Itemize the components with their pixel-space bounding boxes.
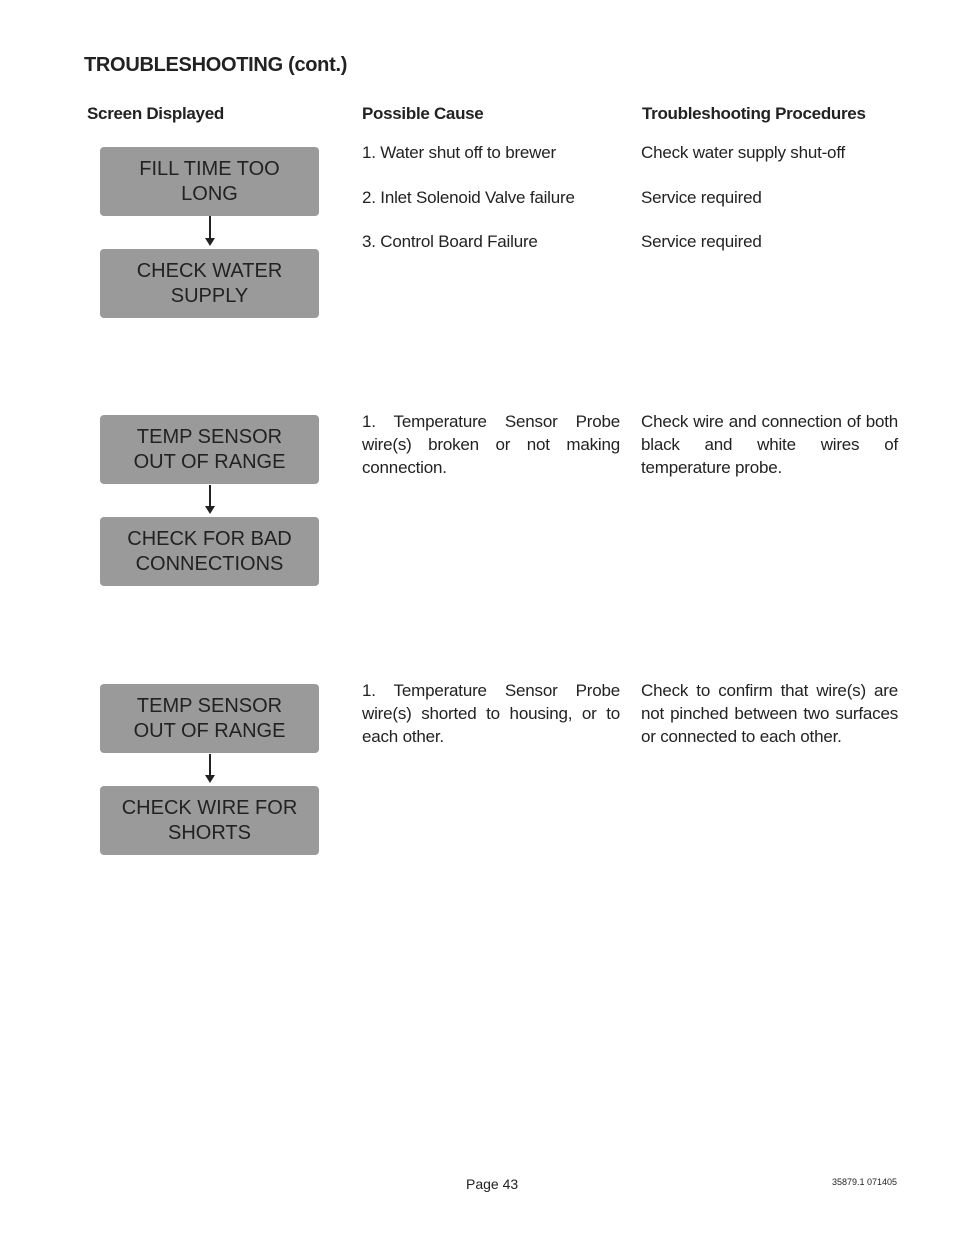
- down-arrow-icon: [209, 485, 211, 508]
- down-arrow-icon: [209, 754, 211, 777]
- screen-text: CHECK WATER SUPPLY: [136, 259, 283, 307]
- screen-text: TEMP SENSOR OUT OF RANGE: [133, 694, 286, 742]
- cause-text: 1. Temperature Sensor Probe wire(s) shorted to housing, or to each other.: [362, 681, 620, 746]
- procedure-text: Check wire and connection of both black and white wires of temperature probe.: [641, 412, 898, 477]
- page-title: TROUBLESHOOTING (cont.): [84, 54, 348, 76]
- cause-text: 2. Inlet Solenoid Valve failure: [362, 188, 575, 207]
- column-header-procedure: Troubleshooting Procedures: [642, 104, 866, 123]
- procedure-text: Check water supply shut-off: [641, 143, 846, 162]
- procedure-text: Check to confirm that wire(s) are not pinched between two surfaces or connected to each other.: [641, 681, 898, 746]
- column-header-screen: Screen Displayed: [87, 104, 224, 123]
- cause-text: 1. Water shut off to brewer: [362, 143, 556, 162]
- screen-display-box: [100, 786, 319, 855]
- column-header-cause: Possible Cause: [362, 104, 484, 123]
- page-number: Page 43: [466, 1176, 519, 1192]
- screen-text: CHECK WIRE FOR SHORTS: [121, 796, 298, 844]
- down-arrow-icon: [209, 216, 211, 240]
- screen-display-box: [100, 415, 319, 484]
- screen-text: FILL TIME TOO LONG: [139, 157, 280, 205]
- screen-text: TEMP SENSOR OUT OF RANGE: [133, 425, 286, 473]
- procedure-text: Service required: [641, 232, 762, 251]
- screen-display-box: [100, 147, 319, 216]
- cause-text: 3. Control Board Failure: [362, 232, 538, 251]
- screen-display-box: [100, 249, 319, 318]
- screen-text: CHECK FOR BAD CONNECTIONS: [127, 527, 292, 575]
- screen-display-box: [100, 517, 319, 586]
- screen-display-box: [100, 684, 319, 753]
- document-code: 35879.1 071405: [832, 1177, 898, 1187]
- cause-text: 1. Temperature Sensor Probe wire(s) broken or not making connection.: [362, 412, 620, 477]
- procedure-text: Service required: [641, 188, 762, 207]
